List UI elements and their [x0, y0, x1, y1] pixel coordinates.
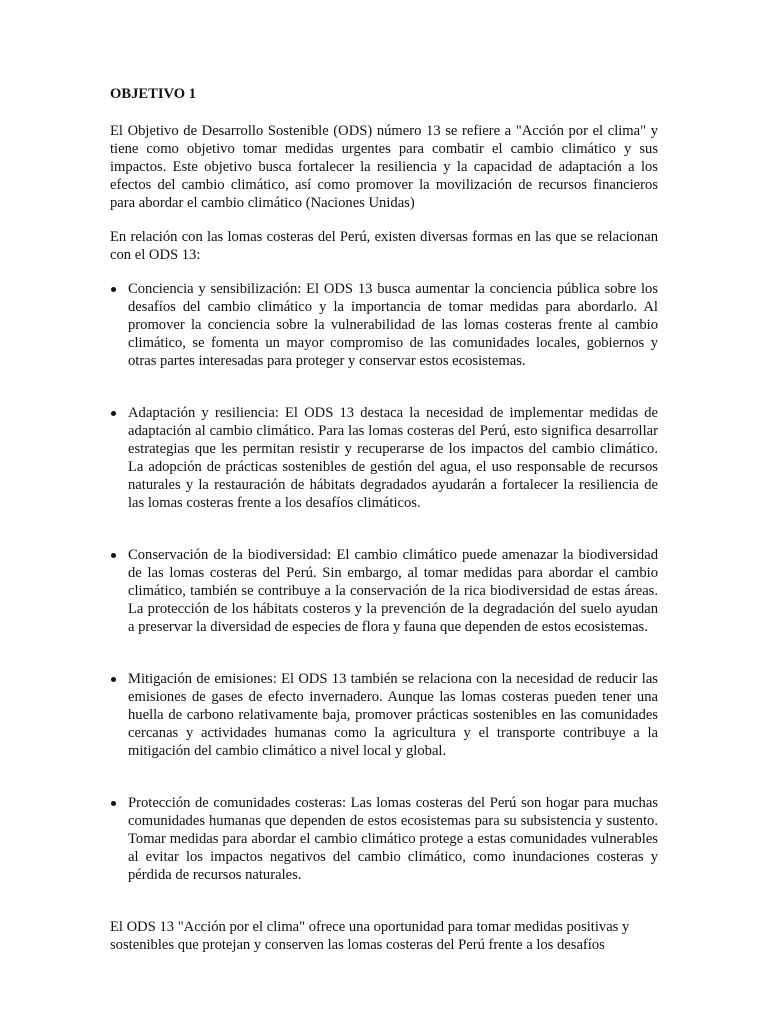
bullet-icon	[111, 553, 116, 558]
bullet-icon	[111, 287, 116, 292]
bullet-icon	[111, 411, 116, 416]
bullet-text: Conservación de la biodiversidad: El cambio climático puede amenazar la biodiversidad de las lomas costeras del Perú. Sin embargo, al tomar medidas para abordar el cambio climático, también se contribuye a la conservación de la rica biodiversidad de estas áreas. La protección de los hábitats costeros y la prevención de la degradación del suelo ayudan a preservar la diversidad de especies de flora y fauna que dependen de estos ecosistemas.	[128, 547, 658, 635]
bullet-text: Mitigación de emisiones: El ODS 13 también se relaciona con la necesidad de reducir las emisiones de gases de efecto invernadero. Aunque las lomas costeras pueden tener una huella de carbono relativamente baja, promover prácticas sostenibles en las comunidades cercanas y actividades humanas como la agricultura y el transporte contribuye a la mitigación del cambio climático a nivel local y global.	[128, 671, 658, 759]
bullet-text: Adaptación y resiliencia: El ODS 13 destaca la necesidad de implementar medidas de adaptación al cambio climático. Para las lomas costeras del Perú, esto significa desarrollar estrategias que les permitan resistir y recuperarse de los impactos del cambio climático. La adopción de prácticas sostenibles de gestión del agua, el uso responsable de recursos naturales y la restauración de hábitats degradados ayudarán a fortalecer la resiliencia de las lomas costeras frente a los desafíos climáticos.	[128, 405, 658, 511]
list-item	[110, 280, 658, 370]
bullet-icon	[111, 801, 116, 806]
bullet-icon	[111, 677, 116, 682]
closing-paragraph: El ODS 13 "Acción por el clima" ofrece una oportunidad para tomar medidas positivas y sostenibles que protejan y conserven las lomas costeras del Perú frente a los desafíos	[110, 919, 630, 953]
list-item	[110, 404, 658, 512]
list-item	[110, 546, 658, 636]
document-heading: OBJETIVO 1	[110, 86, 197, 102]
relation-paragraph: En relación con las lomas costeras del Perú, existen diversas formas en las que se relacionan con el ODS 13:	[110, 229, 658, 263]
intro-paragraph: El Objetivo de Desarrollo Sostenible (ODS) número 13 se refiere a "Acción por el clima" y tiene como objetivo tomar medidas urgentes para combatir el cambio climático y sus impactos. Este objetivo busca fortalecer la resiliencia y la capacidad de adaptación a los efectos del cambio climático, así como promover la movilización de recursos financieros para abordar el cambio climático (Naciones Unidas)	[110, 123, 658, 211]
bullet-text: Conciencia y sensibilización: El ODS 13 busca aumentar la conciencia pública sobre los desafíos del cambio climático y la importancia de tomar medidas para abordarlo. Al promover la conciencia sobre la vulnerabilidad de las lomas costeras frente al cambio climático, se fomenta un mayor compromiso de las comunidades locales, gobiernos y otras partes interesadas para proteger y conservar estos ecosistemas.	[128, 281, 658, 369]
bullet-list	[110, 280, 658, 884]
bullet-text: Protección de comunidades costeras: Las lomas costeras del Perú son hogar para muchas comunidades humanas que dependen de estos ecosistemas para su subsistencia y sustento. Tomar medidas para abordar el cambio climático protege a estas comunidades vulnerables al evitar los impactos negativos del cambio climático, como inundaciones costeras y pérdida de recursos naturales.	[128, 795, 658, 883]
list-item	[110, 794, 658, 884]
document-page	[110, 84, 658, 954]
list-item	[110, 670, 658, 760]
